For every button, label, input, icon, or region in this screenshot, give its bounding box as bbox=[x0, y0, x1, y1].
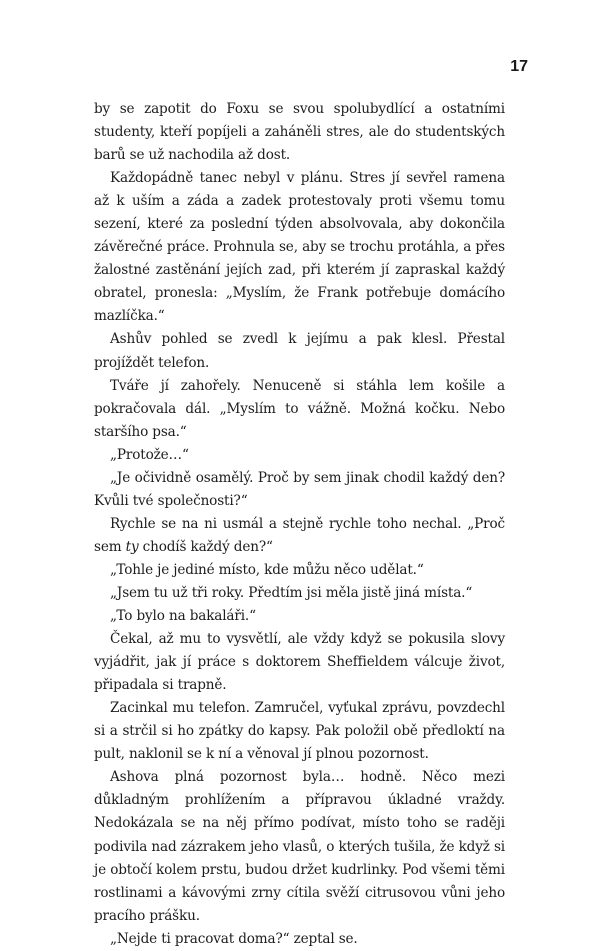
paragraph-7 bbox=[94, 513, 505, 559]
paragraph-14: „Nejde ti pracovat doma?“ zeptal se. bbox=[110, 930, 358, 947]
paragraph-7-before: Rychle se na ni usmál a stejně rychle toho nechal. „Proč sem bbox=[94, 515, 505, 555]
paragraph-5: „Protože…“ bbox=[110, 446, 189, 463]
page-number: 17 bbox=[510, 58, 528, 75]
paragraph-13: Ashova plná pozornost byla… hodně. Něco mezi důkladným prohlížením a přípravou úkladné vraždy. Nedokázala se na něj přímo podívat, místo toho se raději podivila nad zázrakem jeho vlasů, o kterých tušila, že když si je obtočí kolem prstu, budou držet kudrlinky. Pod všemi těmi rostlinami a kávovými zrny cítila svěží citrusovou vůni jeho pracího prášku. bbox=[94, 769, 505, 924]
paragraph-7-italic: ty bbox=[125, 538, 139, 555]
paragraph-12: Zacinkal mu telefon. Zamručel, vyťukal zprávu, povzdechl si a strčil si ho zpátky do kapsy. Pak položil obě předloktí na pult, naklonil se k ní a věnoval jí plnou pozornost. bbox=[94, 700, 505, 763]
paragraph-1: by se zapotit do Foxu se svou spolubydlící a ostatními studenty, kteří popíjeli a zaháněli stres, ale do studentských barů se už nachodila až dost. bbox=[94, 101, 505, 164]
paragraph-4: Tváře jí zahořely. Nenuceně si stáhla lem košile a pokračovala dál. „Myslím to vážně. Možná kočku. Nebo staršího psa.“ bbox=[94, 377, 505, 440]
paragraph-10: „To bylo na bakaláři.“ bbox=[110, 608, 256, 625]
paragraph-11: Čekal, až mu to vysvětlí, ale vždy když se pokusila slovy vyjádřit, jak jí práce s doktorem Sheffieldem válcuje život, připadala si trapně. bbox=[94, 631, 505, 694]
body-text bbox=[94, 98, 505, 951]
paragraph-8: „Tohle je jediné místo, kde můžu něco udělat.“ bbox=[110, 561, 424, 578]
paragraph-7-after: chodíš každý den?“ bbox=[138, 538, 273, 555]
paragraph-3: Ashův pohled se zvedl k jejímu a pak klesl. Přestal projíždět telefon. bbox=[94, 331, 505, 371]
paragraph-6: „Je očividně osamělý. Proč by sem jinak chodil každý den? Kvůli tvé společnosti?“ bbox=[94, 469, 505, 509]
paragraph-9: „Jsem tu už tři roky. Předtím jsi měla jistě jiná místa.“ bbox=[110, 584, 473, 601]
paragraph-2: Každopádně tanec nebyl v plánu. Stres jí sevřel ramena až k uším a záda a zadek protestovaly proti všemu tomu sezení, které za poslední týden absolvovala, aby dokončila závěrečné práce. Prohnula se, aby se trochu protáhla, a přes žalostné zastěnání jejích zad, při kterém jí zapraskal každý obratel, pronesla: „Myslím, že Frank potřebuje domácího mazlíčka.“ bbox=[94, 170, 505, 325]
